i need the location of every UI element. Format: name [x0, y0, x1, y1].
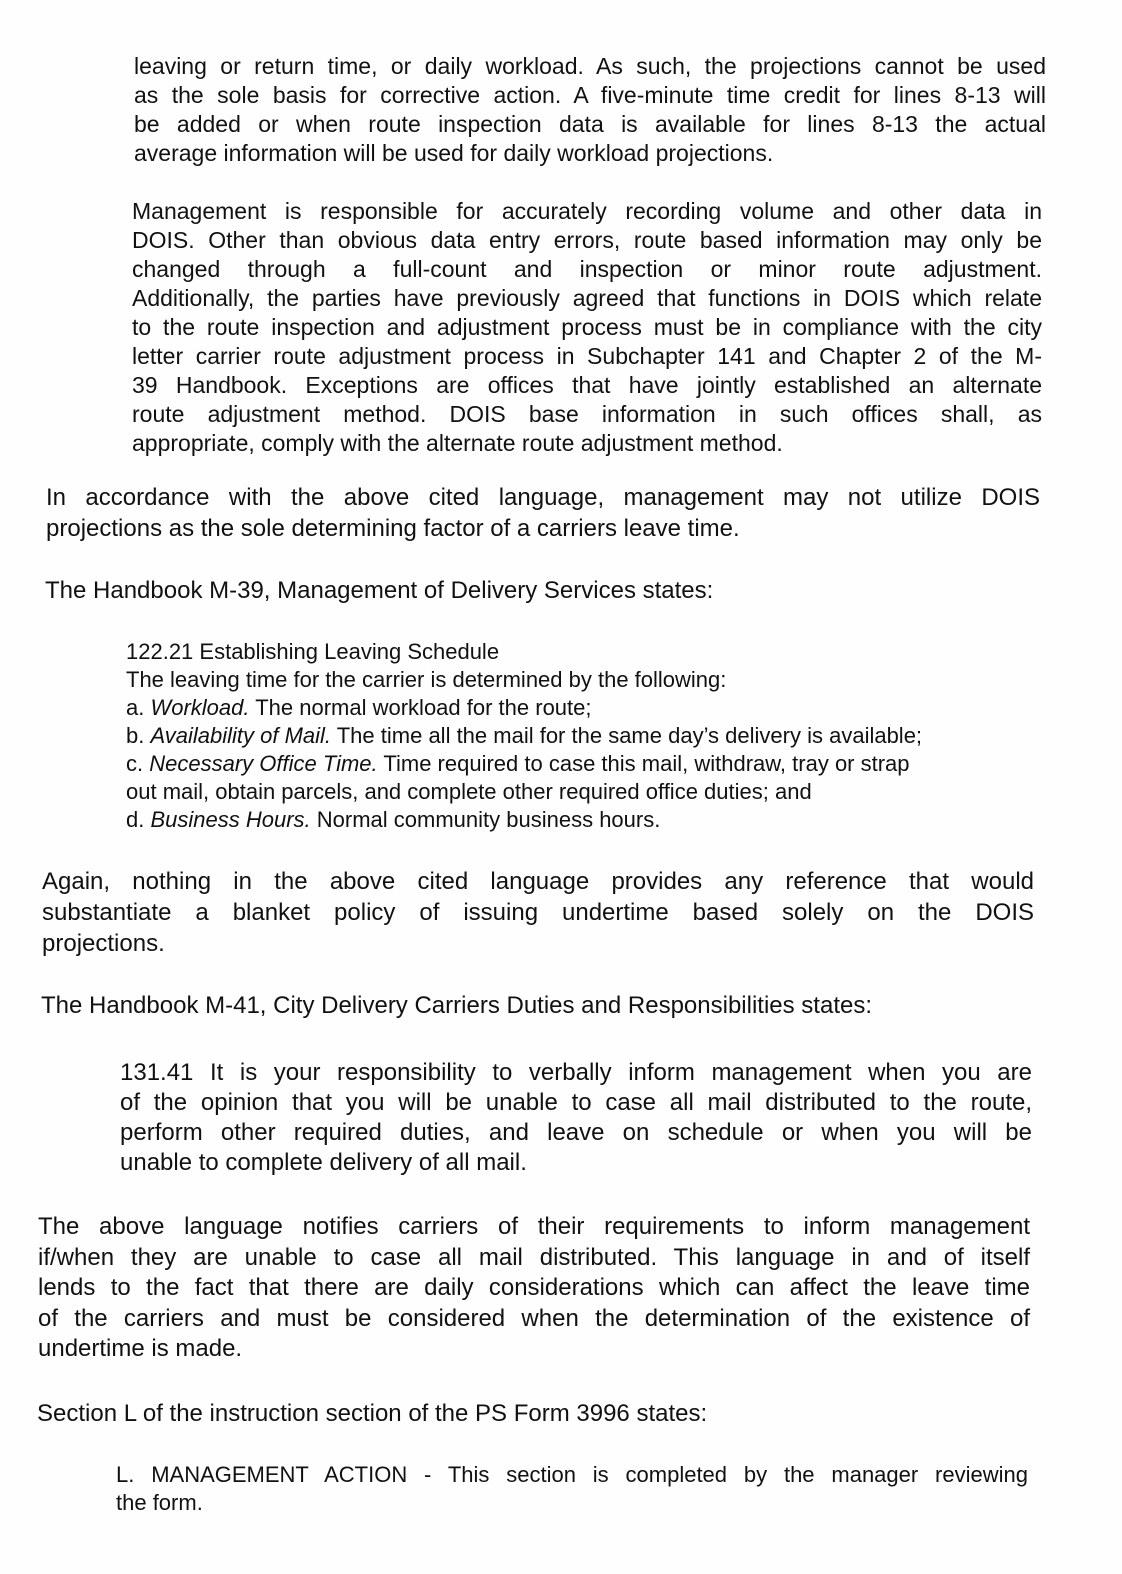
m39-quote	[126, 638, 1036, 834]
text-line: letter carrier route adjustment process in Subchapter 141 and Chapter 2 of the M-	[132, 343, 1042, 369]
m39-item-c-continued: out mail, obtain parcels, and complete other required office duties; and	[126, 779, 812, 804]
text-line: projections.	[42, 930, 165, 957]
text-line: to the route inspection and adjustment process must be in compliance with the city	[132, 314, 1042, 340]
m41-intro: The Handbook M-41, City Delivery Carriers Duties and Responsibilities states:	[41, 992, 872, 1019]
text-line: Again, nothing in the above cited language provides any reference that would	[42, 868, 1034, 895]
text-line: of the carriers and must be considered when the determination of the existence of	[38, 1304, 1030, 1332]
text-line: route adjustment method. DOIS base information in such offices shall, as	[132, 401, 1042, 427]
text-line: be added or when route inspection data is available for lines 8-13 the actual	[134, 111, 1046, 137]
m39-item-d: d. Business Hours. Normal community business hours.	[126, 807, 661, 832]
paragraph-dois-projections	[134, 52, 1046, 168]
m39-item-c: c. Necessary Office Time. Time required to case this mail, withdraw, tray or strap	[126, 751, 910, 776]
text-line: 39 Handbook. Exceptions are offices that have jointly established an alternate	[132, 372, 1042, 398]
text-line: changed through a full-count and inspection or minor route adjustment.	[132, 256, 1042, 282]
text-line: Additionally, the parties have previously agreed that functions in DOIS which relate	[132, 285, 1042, 311]
text-line: The above language notifies carriers of their requirements to inform management	[38, 1213, 1030, 1240]
m41-quote	[120, 1058, 1032, 1178]
paragraph-dois-conclusion	[46, 482, 1040, 544]
text-line: projections as the sole determining factor of a carriers leave time.	[46, 515, 740, 542]
text-line: appropriate, comply with the alternate route adjustment method.	[132, 430, 783, 456]
paragraph-management-responsibility	[132, 197, 1042, 458]
text-line: unable to complete delivery of all mail.	[120, 1149, 527, 1176]
text-line: average information will be used for daily workload projections.	[134, 140, 774, 166]
text-line: In accordance with the above cited language, management may not utilize DOIS	[46, 484, 1040, 511]
text-line: lends to the fact that there are daily considerations which can affect the leave time	[38, 1274, 1030, 1301]
paragraph-no-blanket-policy	[42, 866, 1034, 959]
paragraph-carrier-requirements	[38, 1212, 1030, 1365]
text-line: perform other required duties, and leave on schedule or when you will be	[120, 1119, 1032, 1146]
text-line: 131.41 It is your responsibility to verbally inform management when you are	[120, 1059, 1032, 1086]
text-line: as the sole basis for corrective action. A five-minute time credit for lines 8-13 will	[134, 82, 1046, 108]
m39-intro: The Handbook M-39, Management of Delivery Services states:	[45, 577, 714, 604]
m39-intro-line: The leaving time for the carrier is determined by the following:	[126, 667, 727, 692]
text-line: Management is responsible for accurately recording volume and other data in	[132, 198, 1042, 224]
text-line: undertime is made.	[38, 1335, 243, 1362]
text-line: if/when they are unable to case all mail distributed. This language in and of itself	[38, 1243, 1030, 1271]
text-line: the form.	[116, 1490, 203, 1515]
text-line: L. MANAGEMENT ACTION - This section is completed by the manager reviewing	[116, 1462, 1028, 1487]
m39-item-b: b. Availability of Mail. The time all the mail for the same day’s delivery is available;	[126, 723, 923, 748]
m39-heading: 122.21 Establishing Leaving Schedule	[126, 639, 500, 664]
text-line: DOIS. Other than obvious data entry errors, route based information may only be	[132, 227, 1042, 253]
text-line: substantiate a blanket policy of issuing undertime based solely on the DOIS	[42, 899, 1034, 926]
section-l-intro: Section L of the instruction section of the PS Form 3996 states:	[37, 1400, 708, 1427]
text-line: leaving or return time, or daily workload. As such, the projections cannot be used	[134, 53, 1046, 79]
m39-item-a: a. Workload. The normal workload for the route;	[126, 695, 592, 720]
section-l-quote	[116, 1461, 1028, 1517]
text-line: of the opinion that you will be unable to case all mail distributed to the route,	[120, 1089, 1032, 1116]
